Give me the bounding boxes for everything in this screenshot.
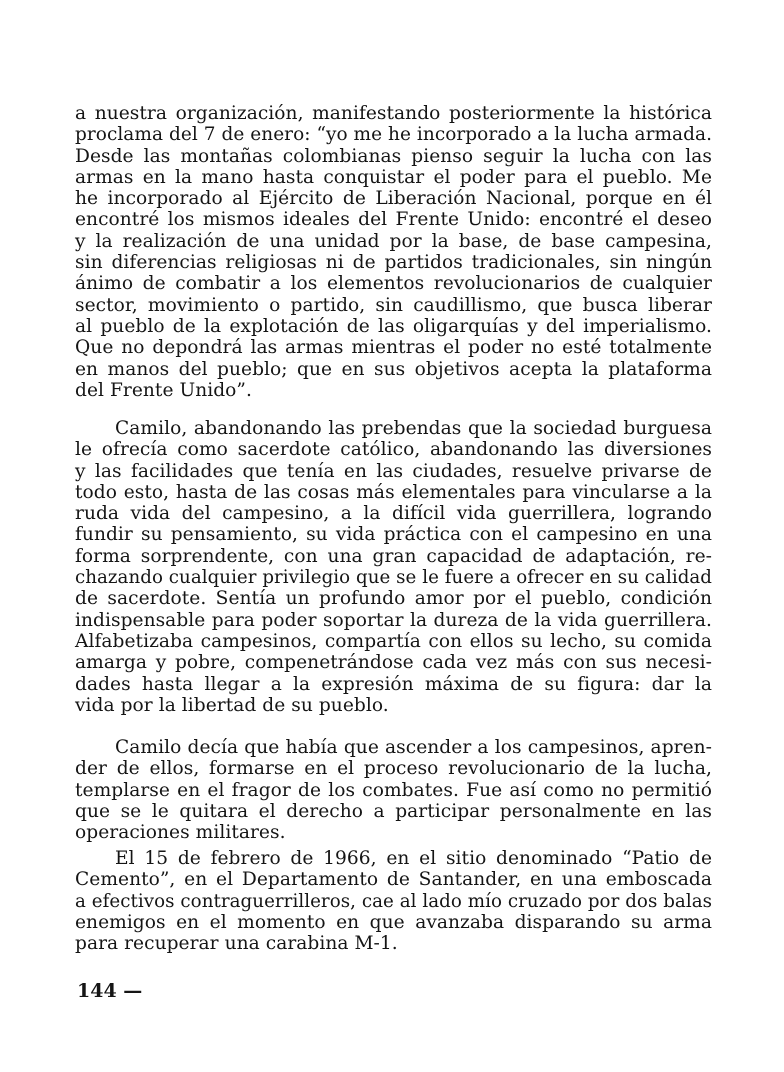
paragraph-camilo-teaching xyxy=(75,737,712,843)
text-line: ruda vida del campesino, a la difícil vida guerrillera, logrando xyxy=(75,503,712,525)
text-line: vida por la libertad de su pueblo. xyxy=(75,694,389,716)
text-line: que se le quitara el derecho a participar personalmente en las xyxy=(75,800,712,822)
text-line: Camilo decía que había que ascender a los campesinos, apren- xyxy=(115,737,712,758)
text-line: a nuestra organización, manifestando posteriormente la histórica xyxy=(75,103,712,124)
text-line: de sacerdote. Sentía un profundo amor por el pueblo, condición xyxy=(75,588,712,610)
text-line: en manos del pueblo; que en sus objetivos acepta la plataforma xyxy=(75,358,712,380)
text-line: fundir su pensamiento, su vida práctica con el campesino en una xyxy=(75,524,712,546)
paragraph-quote-continuation xyxy=(75,103,712,401)
text-line: he incorporado al Ejército de Liberación Nacional, porque en él xyxy=(75,188,712,210)
text-line: indispensable para poder soportar la dureza de la vida guerrillera. xyxy=(75,609,712,631)
text-line: der de ellos, formarse en el proceso revolucionario de la lucha, xyxy=(75,758,712,780)
text-line: forma sorprendente, con una gran capacidad de adaptación, re- xyxy=(75,545,712,567)
text-line: encontré los mismos ideales del Frente Unido: encontré el deseo xyxy=(75,209,712,231)
text-line: Alfabetizaba campesinos, compartía con ellos su lecho, su comida xyxy=(75,630,712,652)
text-line: del Frente Unido”. xyxy=(75,379,252,401)
page-number: 144 — xyxy=(77,980,143,1002)
text-line: sector, movimiento o partido, sin caudillismo, que busca liberar xyxy=(75,294,712,316)
text-line: y las facilidades que tenía en las ciudades, resuelve privarse de xyxy=(75,460,712,482)
text-line: y la realización de una unidad por la base, de base campesina, xyxy=(75,230,712,252)
text-line: Que no depondrá las armas mientras el poder no esté totalmente xyxy=(75,337,712,359)
text-line: ánimo de combatir a los elementos revolucionarios de cualquier xyxy=(75,273,712,295)
paragraph-camilo-life xyxy=(75,418,712,716)
text-line: al pueblo de la explotación de las oligarquías y del imperialismo. xyxy=(75,315,712,337)
text-line: Camilo, abandonando las prebendas que la sociedad burguesa xyxy=(115,418,712,439)
text-line: Desde las montañas colombianas pienso seguir la lucha con las xyxy=(75,145,712,167)
text-line: Cemento”, en el Departamento de Santander, en una emboscada xyxy=(75,869,712,891)
text-line: para recuperar una carabina M-1. xyxy=(75,933,398,955)
text-line: armas en la mano hasta conquistar el poder para el pueblo. Me xyxy=(75,166,712,188)
text-line: todo esto, hasta de las cosas más elementales para vincularse a la xyxy=(75,481,712,503)
text-line: enemigos en el momento en que avanzaba disparando su arma xyxy=(75,911,712,933)
paragraph-camilo-death xyxy=(75,848,712,954)
text-line: a efectivos contraguerrilleros, cae al lado mío cruzado por dos balas xyxy=(75,890,713,912)
text-line: operaciones militares. xyxy=(75,822,286,844)
text-line: le ofrecía como sacerdote católico, abandonando las diversiones xyxy=(75,439,712,461)
text-line: sin diferencias religiosas ni de partidos tradicionales, sin ningún xyxy=(75,252,712,274)
text-line: dades hasta llegar a la expresión máxima de su figura: dar la xyxy=(75,673,712,695)
text-line: proclama del 7 de enero: “yo me he incorporado a la lucha armada. xyxy=(75,124,712,146)
text-line: El 15 de febrero de 1966, en el sitio denominado “Patio de xyxy=(115,848,712,869)
text-line: amarga y pobre, compenetrándose cada vez más con sus necesi- xyxy=(75,652,712,674)
text-line: chazando cualquier privilegio que se le fuere a ofrecer en su calidad xyxy=(75,567,712,589)
text-line: templarse en el fragor de los combates. Fue así como no permitió xyxy=(75,779,712,801)
